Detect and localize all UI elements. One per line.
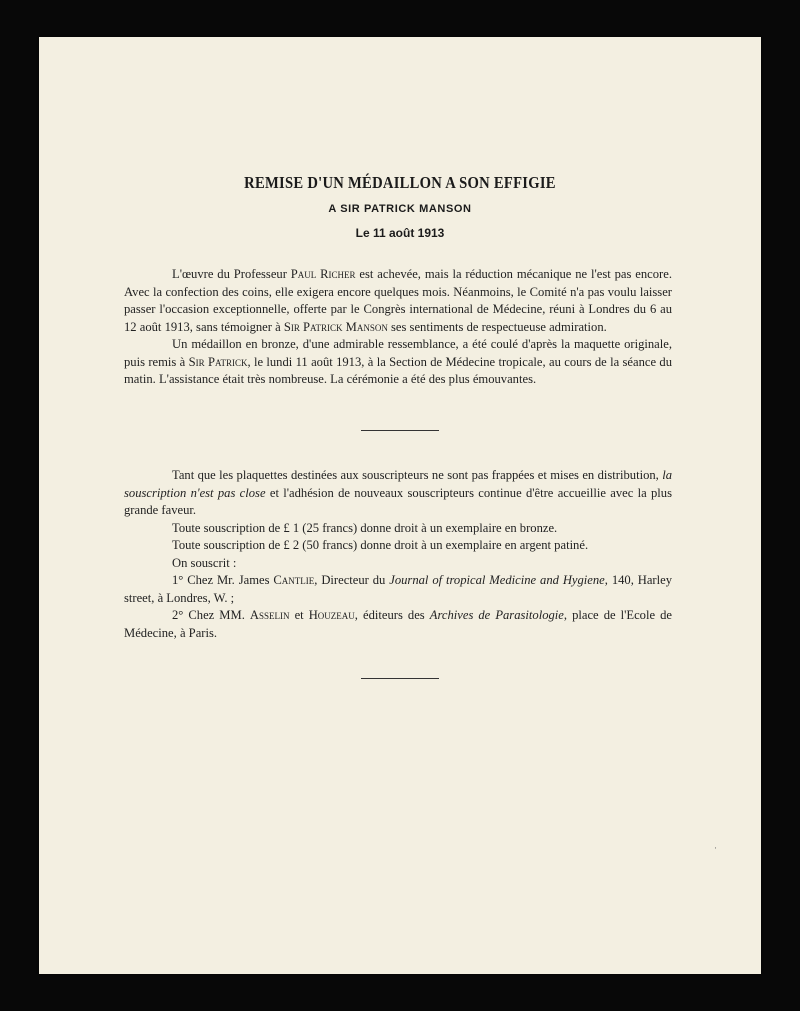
divider-rule-1: [361, 430, 439, 431]
document-date: Le 11 août 1913: [355, 226, 445, 240]
section-announcement: [124, 266, 672, 389]
subscription-not-closed: la souscription n'est pas close: [124, 468, 672, 500]
section-subscription: [124, 467, 672, 642]
paragraph-bronze-price: Toute souscription de £ 1 (25 francs) donne droit à un exemplaire en bronze.: [172, 520, 558, 535]
paragraph-work-status: L'œuvre du Professeur Paul Richer est achevée, mais la réduction mécanique ne l'est pas encore. Avec la confection des coins, elle exigera encore quelques mois. Néanmoins, le Comité n'a pas voulu laisser passer l'occasion exceptionnelle, offerte par le Congrès international de Médecine, réuni à Londres du 6 au 12 août 1913, sans témoigner à Sir Patrick Manson ses sentiments de respectueuse admiration.: [124, 267, 672, 334]
name-sir-patrick: Sir Patrick: [188, 354, 248, 369]
paragraph-address-paris: 2° Chez MM. Asselin et Houzeau, éditeurs des Archives de Parasitologie, place de l'Ecole de Médecine, à Paris.: [124, 608, 673, 640]
document-subtitle: A SIR PATRICK MANSON: [328, 203, 472, 215]
paragraph-medallion: Un médaillon en bronze, d'une admirable ressemblance, a été coulé d'après la maquette originale, puis remis à Sir Patrick, le lundi 11 août 1913, à la Section de Médecine tropicale, au cours de la séance du matin. L'assistance était très nombreuse. La cérémonie a été des plus émouvantes.: [124, 337, 672, 386]
archives-title: Archives de Parasitologie: [429, 608, 564, 622]
name-houzeau: Houzeau: [308, 608, 355, 622]
paragraph-subscription-open: Tant que les plaquettes destinées aux souscripteurs ne sont pas frappées et mises en distribution, la souscription n'est pas close et l'adhésion de nouveaux souscripteurs continue d'être accueillie avec la plus grande faveur.: [124, 468, 672, 517]
name-paul-richer: Paul Richer: [290, 267, 356, 281]
paragraph-silver-price: Toute souscription de £ 2 (50 francs) donne droit à un exemplaire en argent patiné.: [172, 538, 589, 552]
journal-title: Journal of tropical Medicine and Hygiene: [389, 573, 605, 587]
stray-mark: ·: [714, 843, 717, 853]
paragraph-address-london: 1° Chez Mr. James Cantlie, Directeur du Journal of tropical Medicine and Hygiene, 140, Harley street, à Londres, W. ;: [124, 573, 673, 605]
name-sir-patrick-manson: Sir Patrick Manson: [283, 319, 388, 334]
paragraph-on-souscrit: On souscrit :: [172, 555, 237, 570]
name-cantlie: Cantlie: [273, 573, 315, 587]
name-asselin: Asselin: [249, 608, 290, 622]
paper-sheet: [39, 37, 761, 974]
divider-rule-2: [361, 678, 439, 679]
document-title: REMISE D'UN MÉDAILLON A SON EFFIGIE: [244, 173, 556, 192]
